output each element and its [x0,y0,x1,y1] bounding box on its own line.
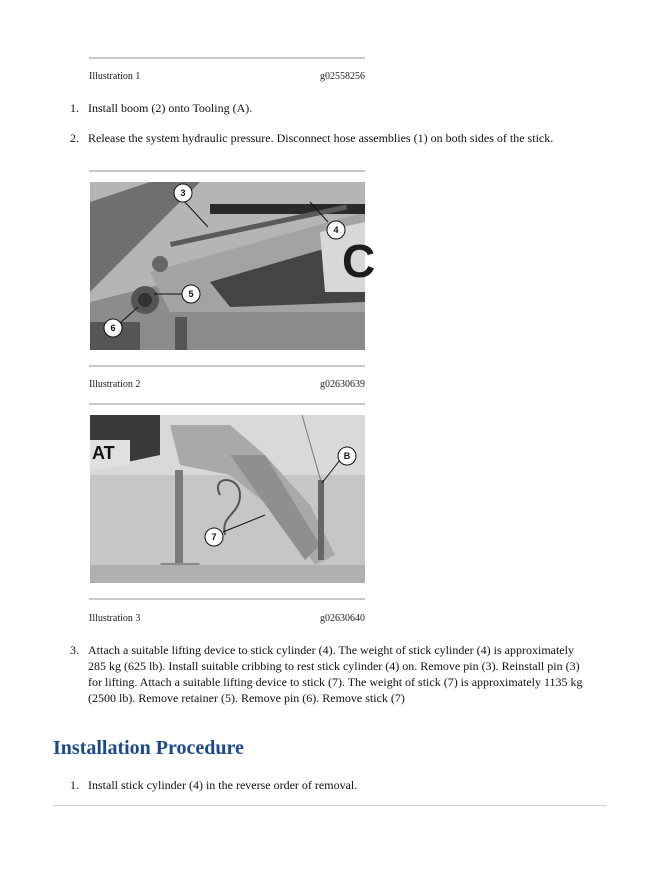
callout-6 [104,319,122,337]
step-text: Release the system hydraulic pressure. Disconnect hose assemblies (1) on both sides of the stick. [88,131,554,145]
illustration-3-image [90,415,365,583]
step-number: 3. [70,643,79,657]
illustration-3-label: Illustration 3 [89,613,141,624]
step-number: 2. [70,131,79,145]
section-title-installation: Installation Procedure [53,737,244,759]
illustration-3-top-rule [89,403,365,405]
svg-text:5: 5 [188,289,194,299]
svg-text:7: 7 [211,532,217,542]
callout-b [338,447,356,465]
illustration-3-caption-rule [89,598,365,600]
step-text: Install stick cylinder (4) in the reverse order of removal. [88,778,358,792]
bottom-rule [53,805,607,806]
callout-7 [205,528,223,546]
step-number: 1. [70,101,79,115]
callout-3 [174,184,192,202]
svg-text:B: B [343,451,351,461]
illustration-1-id: g02558256 [320,71,365,82]
step-text: Install boom (2) onto Tooling (A). [88,101,253,115]
callout-5 [182,285,200,303]
illustration-1-label: Illustration 1 [89,71,141,82]
photo3-logo-text: AT [92,443,115,463]
illustration-2-id: g02630639 [320,379,365,390]
illustration-2-photo [90,182,376,350]
illustration-2-top-rule [89,170,365,172]
callout-4 [327,221,345,239]
illustration-3-id: g02630640 [320,613,365,624]
illustration-1-top-rule [89,57,365,59]
illustration-2-caption-rule [89,365,365,367]
svg-text:4: 4 [333,225,339,235]
svg-text:3: 3 [180,188,186,198]
step-text: Attach a suitable lifting device to stick cylinder (4). The weight of stick cylinder (4) is approximately 285 kg (625 lb). Install suitable cribbing to rest stick cylinder (4) on. Remove pin (3). Reinstall pin (3) for lifting. Attach a suitable lifting device to stick (7). The weight of stick (7) is approximately 1135 kg (2500 lb). Remove retainer (5). Remove pin (6). Remove stick (7) [88,643,583,705]
illustration-3-photo [90,415,365,583]
illustration-2-image [90,182,376,350]
step-number: 1. [70,778,79,792]
photo2-logo-text: C [342,235,376,287]
illustration-2-label: Illustration 2 [89,379,141,390]
svg-text:6: 6 [110,323,116,333]
